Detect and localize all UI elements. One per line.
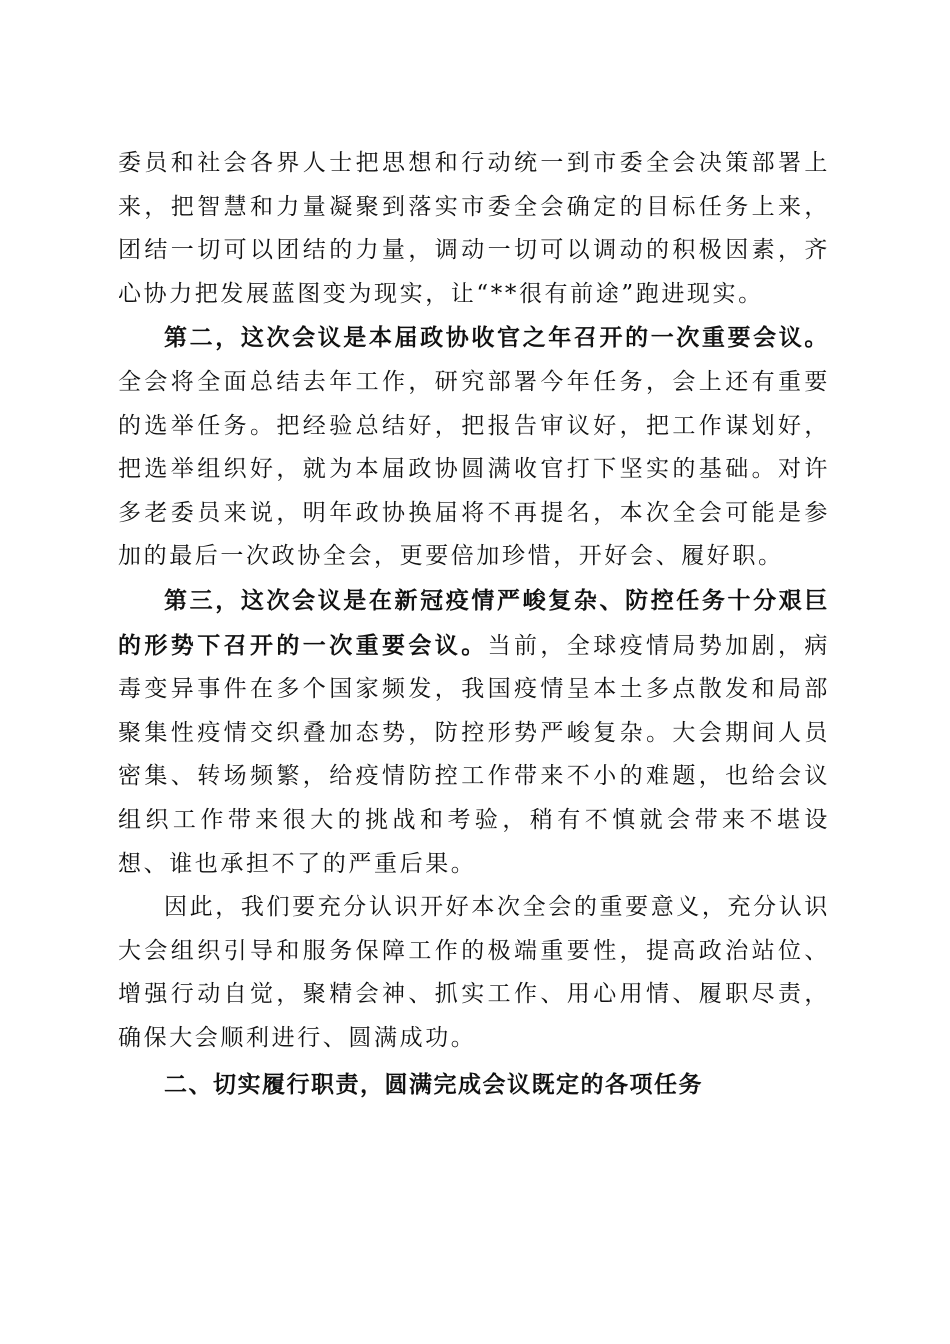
- third-point-lead: 第三，这次会议是在新冠疫情严峻复杂、防控任务十分艰巨的形势下召开的一次重要会议。: [118, 586, 830, 659]
- paragraph-second-point: [118, 316, 830, 579]
- third-point-body: 当前，全球疫情局势加剧，病毒变异事件在多个国家频发，我国疫情呈本土多点散发和局部聚集性疫情交织叠加态势，防控形势严峻复杂。大会期间人员密集、转场频繁，给疫情防控工作带来不小的难题，也给会议组织工作带来很大的挑战和考验，稍有不慎就会带来不堪设想、谁也承担不了的严重后果。: [118, 632, 830, 877]
- section-heading-two: 二、切实履行职责，圆满完成会议既定的各项任务: [164, 1072, 703, 1099]
- paragraph-third-point: [118, 579, 830, 886]
- second-point-lead: 第二，这次会议是本届政协收官之年召开的一次重要会议。: [164, 324, 830, 352]
- paragraph-conclusion: 因此，我们要充分认识开好本次全会的重要意义，充分认识大会组织引导和服务保障工作的极端重要性，提高政治站位、增强行动自觉，聚精会神、抓实工作、用心用情、履职尽责，确保大会顺利进行、圆满成功。: [118, 894, 830, 1051]
- second-point-body: 全会将全面总结去年工作，研究部署今年任务，会上还有重要的选举任务。把经验总结好，把报告审议好，把工作谋划好，把选举组织好，就为本届政协圆满收官打下坚实的基础。对许多老委员来说，明年政协换届将不再提名，本次全会可能是参加的最后一次政协全会，更要倍加珍惜，开好会、履好职。: [118, 368, 830, 570]
- document-page: [118, 142, 830, 1108]
- paragraph-continuation: 委员和社会各界人士把思想和行动统一到市委全会决策部署上来，把智慧和力量凝聚到落实市委全会确定的目标任务上来，团结一切可以团结的力量，调动一切可以调动的积极因素，齐心协力把发展蓝图变为现实，让“**很有前途”跑进现实。: [118, 150, 830, 307]
